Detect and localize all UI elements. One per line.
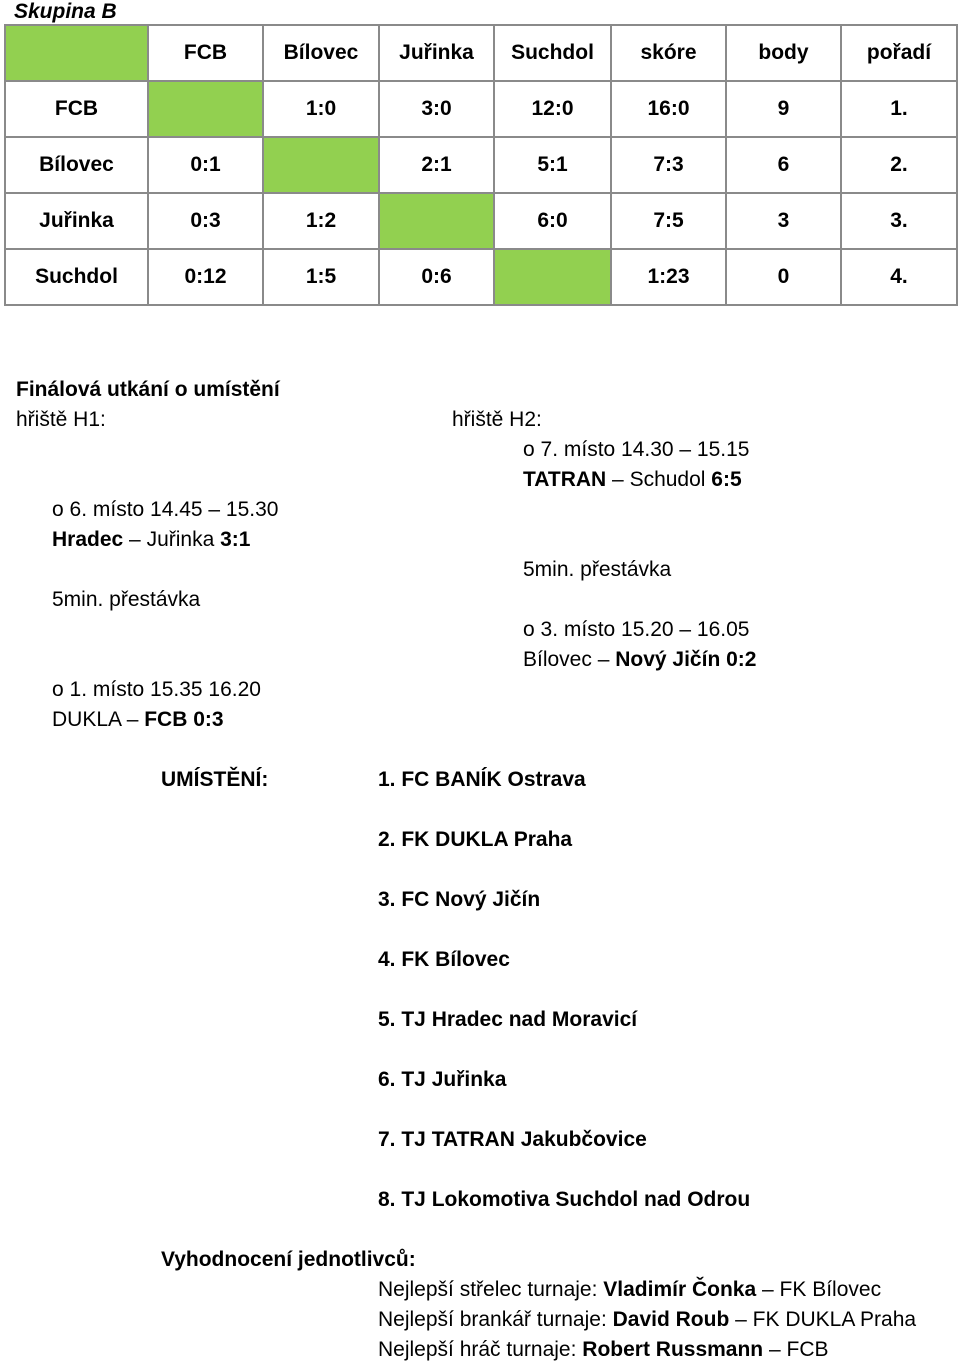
rank-cell: 2. [841,137,957,193]
match-score: 6:5 [705,468,742,491]
header-cell: Suchdol [494,25,611,81]
ranking-item: 7. TJ TATRAN Jakubčovice [378,1128,647,1151]
result-cell: 1:0 [263,81,379,137]
result-cell: 0:12 [148,249,263,305]
score-cell: 7:3 [611,137,726,193]
team-name: Nový Jičín [615,648,721,671]
result-cell: 2:1 [379,137,494,193]
h1-match2-line [52,705,224,735]
table-row [5,137,957,193]
team-name: Juřinka [146,528,215,551]
corner-cell [5,25,148,81]
standings-table [4,24,958,306]
points-cell: 6 [726,137,841,193]
award-title: Nejlepší hráč turnaje: [378,1338,583,1361]
team-name: TATRAN [523,468,607,491]
award-club: FCB [786,1338,829,1361]
result-cell: 0:1 [148,137,263,193]
dash: – [123,528,147,551]
ranking-item: 6. TJ Juřinka [378,1068,507,1091]
rank-cell: 3. [841,193,957,249]
self-match-cell [148,81,263,137]
points-cell: 0 [726,249,841,305]
award-player: Robert Russmann [582,1338,764,1361]
score-cell: 16:0 [611,81,726,137]
award-title: Nejlepší střelec turnaje: [378,1278,604,1301]
dash: – [763,1338,787,1361]
score-cell: 1:23 [611,249,726,305]
dash: – [120,708,145,731]
result-cell: 6:0 [494,193,611,249]
result-cell: 12:0 [494,81,611,137]
ranking-item: 5. TJ Hradec nad Moravicí [378,1008,638,1031]
team-name: Hradec [52,528,124,551]
group-title: Skupina B [14,0,117,23]
award-line [378,1305,916,1335]
header-cell: FCB [148,25,263,81]
points-cell: 9 [726,81,841,137]
rank-cell: 4. [841,249,957,305]
h2-break: 5min. přestávka [523,558,672,581]
h1-match1-heading: o 6. místo 14.45 – 15.30 [52,498,279,521]
h1-match1-line [52,525,250,555]
award-club: FK Bílovec [779,1278,882,1301]
result-cell: 0:6 [379,249,494,305]
individual-awards-label: Vyhodnocení jednotlivců: [161,1248,416,1271]
field-h2-label: hřiště H2: [452,408,542,431]
team-name-cell: Suchdol [5,249,148,305]
header-cell: pořadí [841,25,957,81]
rank-cell: 1. [841,81,957,137]
self-match-cell [263,137,379,193]
table-row [5,81,957,137]
ranking-item: 1. FC BANÍK Ostrava [378,768,586,791]
table-header-row [5,25,957,81]
ranking-item: 3. FC Nový Jičín [378,888,541,911]
header-cell: Bílovec [263,25,379,81]
result-cell: 1:5 [263,249,379,305]
dash: – [591,648,616,671]
ranking-item: 4. FK Bílovec [378,948,510,971]
award-title: Nejlepší brankář turnaje: [378,1308,613,1331]
team-name-cell: Juřinka [5,193,148,249]
self-match-cell [379,193,494,249]
h2-match1-heading: o 7. místo 14.30 – 15.15 [523,438,750,461]
dash: – [756,1278,780,1301]
match-score: 0:2 [720,648,757,671]
match-score: 3:1 [214,528,251,551]
award-player: David Roub [612,1308,730,1331]
table-row [5,193,957,249]
h1-break: 5min. přestávka [52,588,201,611]
finals-title: Finálová utkání o umístění [16,378,280,401]
result-cell: 1:2 [263,193,379,249]
header-cell: body [726,25,841,81]
team-name: Bílovec [523,648,592,671]
team-name: Schudol [629,468,706,491]
table-row [5,249,957,305]
team-name: DUKLA [52,708,121,731]
ranking-item: 2. FK DUKLA Praha [378,828,573,851]
award-line [378,1275,881,1305]
result-cell: 3:0 [379,81,494,137]
h1-match2-heading: o 1. místo 15.35 16.20 [52,678,261,701]
team-name: FCB [144,708,188,731]
dash: – [729,1308,753,1331]
award-player: Vladimír Čonka [603,1278,757,1301]
ranking-item: 8. TJ Lokomotiva Suchdol nad Odrou [378,1188,751,1211]
self-match-cell [494,249,611,305]
h2-match2-line [523,645,756,675]
header-cell: skóre [611,25,726,81]
points-cell: 3 [726,193,841,249]
award-line [378,1335,829,1365]
ranking-label: UMÍSTĚNÍ: [161,768,269,791]
award-club: FK DUKLA Praha [752,1308,917,1331]
team-name-cell: FCB [5,81,148,137]
score-cell: 7:5 [611,193,726,249]
field-h1-label: hřiště H1: [16,408,106,431]
result-cell: 5:1 [494,137,611,193]
h2-match1-line [523,465,742,495]
result-cell: 0:3 [148,193,263,249]
match-score: 0:3 [187,708,224,731]
dash: – [606,468,630,491]
h2-match2-heading: o 3. místo 15.20 – 16.05 [523,618,750,641]
team-name-cell: Bílovec [5,137,148,193]
header-cell: Juřinka [379,25,494,81]
